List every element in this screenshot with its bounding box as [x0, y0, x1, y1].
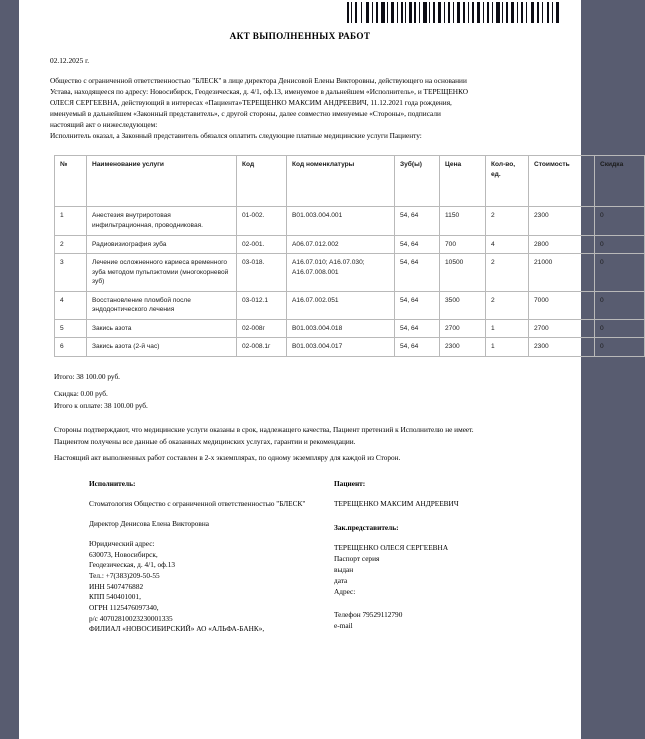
cell-number: 5	[55, 319, 87, 338]
intro-line-2: Устава, находящееся по адресу: Новосибирск, Геодезическая, д. 4/1, оф.13, именуемое в дальнейшем «Исполнитель», и ТЕРЕЩЕНКО	[50, 87, 469, 97]
cell-number: 1	[55, 207, 87, 235]
cell-price: 10500	[440, 254, 486, 292]
cell-nomenclature: B01.003.004.017	[287, 338, 395, 357]
cell-quantity: 2	[486, 254, 529, 292]
cell-sum: 2700	[529, 319, 595, 338]
intro-line-4: именуемый в дальнейшем «Законный представитель», с другой стороны, далее совместно именуемые «Стороны», подписали	[50, 109, 441, 119]
cell-sum: 2300	[529, 338, 595, 357]
document-page	[19, 0, 624, 739]
provider-director: Директор Денисова Елена Викторовна	[89, 519, 209, 529]
provider-address-label: Юридический адрес:	[89, 539, 155, 549]
patient-signature-block	[334, 479, 564, 631]
cell-number: 2	[55, 235, 87, 254]
provider-heading: Исполнитель:	[89, 479, 136, 489]
cell-quantity: 2	[486, 207, 529, 235]
cell-sum: 2300	[529, 207, 595, 235]
cell-tooth: 54, 64	[395, 254, 440, 292]
cell-tooth: 54, 64	[395, 207, 440, 235]
cell-quantity: 2	[486, 291, 529, 319]
representative-heading: Зак.представитель:	[334, 523, 399, 533]
column-header-nomenclature: Код номенклатуры	[287, 156, 395, 207]
column-header-number: №	[55, 156, 87, 207]
cell-nomenclature: A06.07.012.002	[287, 235, 395, 254]
cell-discount: 0	[595, 235, 645, 254]
cell-number: 4	[55, 291, 87, 319]
cell-sum: 7000	[529, 291, 595, 319]
provider-account: р/с 40702810023230001335	[89, 613, 173, 623]
cell-name: Восстановление пломбой после эндодонтического лечения	[87, 291, 237, 319]
cell-code: 01-002.	[237, 207, 287, 235]
provider-organization: Стоматология Общество с ограниченной ответственностью "БЛЕСК"	[89, 499, 306, 509]
patient-heading: Пациент:	[334, 479, 366, 489]
cell-sum: 2800	[529, 235, 595, 254]
table-row	[55, 235, 645, 254]
column-header-tooth: Зуб(ы)	[395, 156, 440, 207]
patient-phone: Телефон 79529112790	[334, 609, 403, 619]
cell-discount: 0	[595, 207, 645, 235]
intro-line-5: настоящий акт о нижеследующем:	[50, 120, 158, 130]
confirmation-line-1: Стороны подтверждают, что медицинские услуги оказаны в срок, надлежащего качества, Пациент претензий к Исполнителю не имеет.	[54, 425, 474, 435]
cell-code: 02-008.1г	[237, 338, 287, 357]
document-date: 02.12.2025 г.	[50, 56, 90, 65]
confirmation-line-3: Настоящий акт выполненных работ составлен в 2-х экземплярах, по одному экземпляру для каждой из Сторон.	[54, 452, 401, 462]
cell-number: 3	[55, 254, 87, 292]
total-discount: Скидка: 0.00 руб.	[54, 388, 108, 398]
cell-name: Радиовизиография зуба	[87, 235, 237, 254]
confirmation-section	[19, 411, 581, 463]
intro-line-6: Исполнитель оказал, а Законный представитель обязался оплатить следующие платные медицинские услуги Пациенту:	[50, 131, 422, 141]
cell-quantity: 1	[486, 338, 529, 357]
cell-tooth: 54, 64	[395, 291, 440, 319]
page-title: АКТ ВЫПОЛНЕННЫХ РАБОТ	[229, 31, 371, 41]
cell-name: Закись азота	[87, 319, 237, 338]
cell-discount: 0	[595, 254, 645, 292]
services-table	[54, 155, 645, 356]
patient-name: ТЕРЕЩЕНКО МАКСИМ АНДРЕЕВИЧ	[334, 499, 459, 509]
provider-bank: ФИЛИАЛ «НОВОСИБИРСКИЙ» АО «АЛЬФА-БАНК»,	[89, 624, 265, 634]
cell-code: 03-018.	[237, 254, 287, 292]
column-header-name: Наименование услуги	[87, 156, 237, 207]
cell-price: 2300	[440, 338, 486, 357]
provider-legal-details	[89, 539, 334, 635]
column-header-code: Код	[237, 156, 287, 207]
confirmation-line-2: Пациентом получены все данные об оказанных медицинских услугах, гарантии и рекомендации.	[54, 437, 356, 447]
cell-code: 02-008г	[237, 319, 287, 338]
barcode	[345, 2, 565, 23]
cell-price: 3500	[440, 291, 486, 319]
patient-contacts	[334, 610, 564, 632]
cell-discount: 0	[595, 319, 645, 338]
cell-nomenclature: B01.003.004.001	[287, 207, 395, 235]
cell-nomenclature: A16.07.010; A16.07.030; A16.07.008.001	[287, 254, 395, 292]
representative-name: ТЕРЕЩЕНКО ОЛЕСЯ СЕРГЕЕВНА	[334, 543, 449, 553]
intro-line-3: ОЛЕСЯ СЕРГЕЕВНА, действующий в интересах «Пациента»ТЕРЕЩЕНКО МАКСИМ АНДРЕЕВИЧ, 11.12.2021 года рождения,	[50, 98, 452, 108]
provider-ogrn: ОГРН 1125476097340,	[89, 603, 159, 613]
total-amount: Итого: 38 100.00 руб.	[54, 371, 120, 381]
cell-name: Лечение осложненного кариеса временного зуба методом пульпэктомии (многокорневой зуб)	[87, 254, 237, 292]
passport-issued-label: выдан	[334, 565, 354, 575]
intro-line-1: Общество с ограниченной ответственностью "БЛЕСК" в лице директора Денисовой Елены Викторовны, действующего на основании	[50, 76, 467, 85]
patient-address-label: Адрес:	[334, 586, 356, 596]
table-header-row	[55, 156, 645, 207]
cell-code: 02-001.	[237, 235, 287, 254]
cell-tooth: 54, 64	[395, 338, 440, 357]
provider-kpp: КПП 540401001,	[89, 592, 141, 602]
column-header-price: Цена	[440, 156, 486, 207]
table-row	[55, 338, 645, 357]
cell-tooth: 54, 64	[395, 235, 440, 254]
table-row	[55, 319, 645, 338]
cell-number: 6	[55, 338, 87, 357]
cell-tooth: 54, 64	[395, 319, 440, 338]
cell-price: 2700	[440, 319, 486, 338]
cell-quantity: 4	[486, 235, 529, 254]
passport-series-label: Паспорт серия	[334, 554, 380, 564]
totals-section	[19, 357, 581, 411]
provider-inn: ИНН 5407476882	[89, 581, 144, 591]
total-to-pay: Итого к оплате: 38 100.00 руб.	[54, 400, 148, 410]
table-row	[55, 254, 645, 292]
table-row	[55, 291, 645, 319]
cell-quantity: 1	[486, 319, 529, 338]
cell-discount: 0	[595, 338, 645, 357]
services-table-body	[55, 207, 645, 356]
provider-address-line-2: Геодезическая, д. 4/1, оф.13	[89, 560, 176, 570]
cell-code: 03-012.1	[237, 291, 287, 319]
patient-email-label: e-mail	[334, 620, 353, 630]
cell-sum: 21000	[529, 254, 595, 292]
cell-nomenclature: A16.07.002.051	[287, 291, 395, 319]
passport-date-label: дата	[334, 576, 348, 586]
provider-signature-block	[89, 479, 334, 635]
cell-price: 1150	[440, 207, 486, 235]
column-header-sum: Стоимость	[529, 156, 595, 207]
cell-nomenclature: B01.003.004.018	[287, 319, 395, 338]
provider-phone: Тел.: +7(383)209-50-55	[89, 571, 160, 581]
column-header-quantity: Кол-во, ед.	[486, 156, 529, 207]
table-row	[55, 207, 645, 235]
provider-address-line-1: 630073, Новосибирск,	[89, 549, 158, 559]
cell-price: 700	[440, 235, 486, 254]
cell-name: Закись азота (2-й час)	[87, 338, 237, 357]
cell-name: Анестезия внутриротовая инфильтрационная, проводниковая.	[87, 207, 237, 235]
intro-paragraph	[19, 65, 581, 141]
column-header-discount: Скидка	[595, 156, 645, 207]
cell-discount: 0	[595, 291, 645, 319]
